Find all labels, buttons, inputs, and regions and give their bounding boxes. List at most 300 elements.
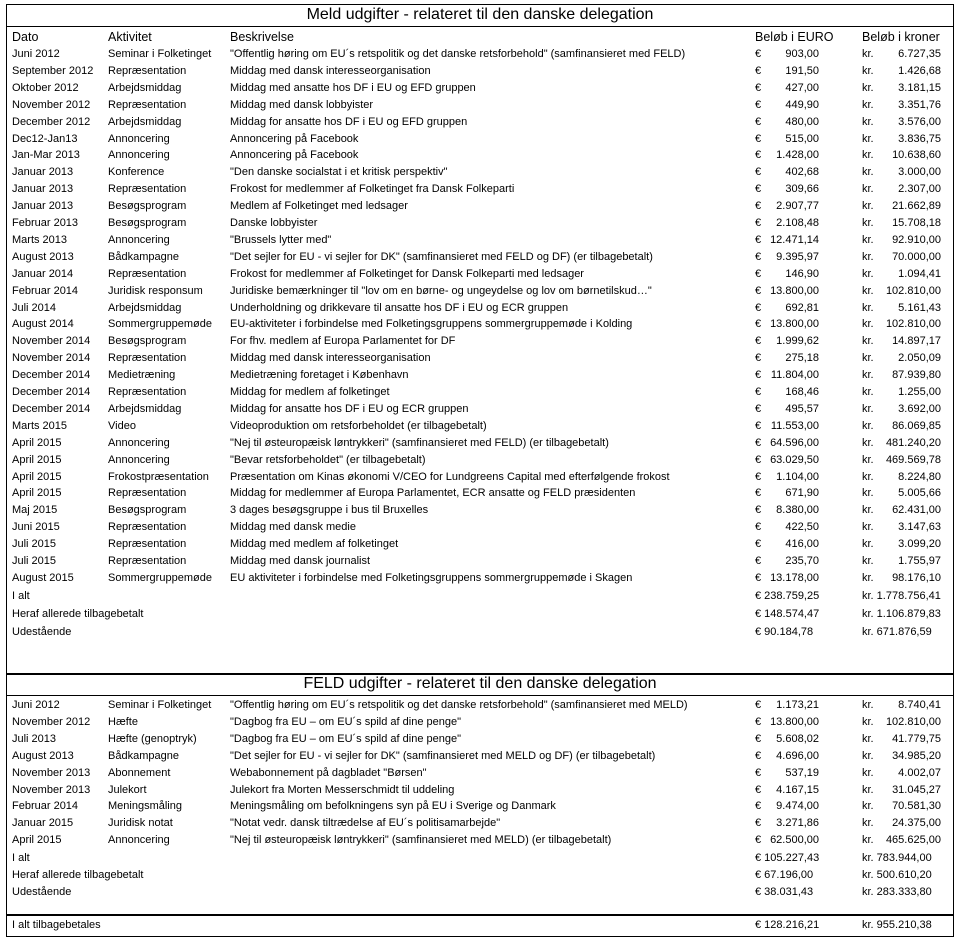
cell-date: Jan-Mar 2013 xyxy=(12,149,80,162)
cell-activity: Julekort xyxy=(108,783,147,796)
cell-dkk: 62.431,00 xyxy=(892,504,941,517)
cell-dkk: 34.985,20 xyxy=(892,749,941,762)
total-eur: € 90.184,78 xyxy=(755,626,814,638)
cell-dkk: 3.692,00 xyxy=(898,402,941,415)
table-row xyxy=(7,401,953,418)
cell-activity: Annoncering xyxy=(108,149,170,162)
cell-dkk: 2.050,09 xyxy=(898,352,941,365)
cell-description: EU-aktiviteter i forbindelse med Folketingsgruppens sommergruppemøde i Kolding xyxy=(230,318,633,331)
euro-symbol: € xyxy=(755,571,762,584)
cell-dkk: 5.005,66 xyxy=(898,487,941,500)
cell-description: Webabonnement på dagbladet "Børsen" xyxy=(230,766,427,779)
cell-dkk: 1.426,68 xyxy=(898,64,941,77)
cell-date: Juli 2015 xyxy=(12,538,57,551)
cell-eur: 13.800,00 xyxy=(770,318,819,331)
cell-eur: 2.907,77 xyxy=(776,200,819,213)
euro-symbol: € xyxy=(755,749,762,762)
cell-dkk: 41.779,75 xyxy=(892,732,941,745)
cell-dkk: 15.708,18 xyxy=(892,217,941,229)
table-row xyxy=(7,765,953,782)
cell-dkk: 3.000,00 xyxy=(898,166,941,179)
euro-symbol: € xyxy=(755,487,762,500)
euro-symbol: € xyxy=(755,301,762,314)
cell-dkk: 102.810,00 xyxy=(885,715,941,728)
cell-activity: Abonnement xyxy=(108,766,171,779)
euro-symbol: € xyxy=(755,233,762,246)
cell-dkk: 2.307,00 xyxy=(898,183,941,196)
cell-activity: Arbejdsmiddag xyxy=(108,301,182,314)
total-row xyxy=(7,850,953,867)
cell-dkk: 3.351,76 xyxy=(898,98,941,111)
cell-dkk: 10.638,60 xyxy=(892,149,941,162)
table-row xyxy=(7,350,953,367)
cell-dkk: 98.176,10 xyxy=(892,571,941,584)
cell-eur: 309,66 xyxy=(785,183,819,196)
total-dkk: kr. 1.778.756,41 xyxy=(862,590,941,602)
cell-date: Marts 2015 xyxy=(12,419,68,432)
cell-eur: 5.608,02 xyxy=(776,732,819,745)
cell-activity: Repræsentation xyxy=(108,487,187,500)
cell-description: Medietræning foretaget i København xyxy=(230,369,409,382)
kr-symbol: kr. xyxy=(862,250,874,263)
cell-activity: Besøgsprogram xyxy=(108,217,187,229)
cell-dkk: 31.045,27 xyxy=(892,783,941,796)
cell-activity: Repræsentation xyxy=(108,386,187,398)
total-row xyxy=(7,884,953,901)
table-row xyxy=(7,485,953,502)
cell-activity: Arbejdsmiddag xyxy=(108,402,182,415)
cell-date: April 2015 xyxy=(12,436,62,449)
cell-activity: Juridisk notat xyxy=(108,817,173,830)
cell-eur: 671,90 xyxy=(785,487,819,500)
cell-description: Præsentation om Kinas økonomi V/CEO for Lundgreens Capital med efterfølgende frokost xyxy=(230,470,670,483)
cell-activity: Repræsentation xyxy=(108,267,187,280)
cell-activity: Arbejdsmiddag xyxy=(108,115,182,128)
cell-activity: Annoncering xyxy=(108,132,170,145)
cell-dkk: 481.240,20 xyxy=(885,436,941,449)
euro-symbol: € xyxy=(755,402,762,415)
kr-symbol: kr. xyxy=(862,732,874,745)
cell-eur: 449,90 xyxy=(785,98,819,111)
table-row xyxy=(7,832,953,849)
cell-description: "Det sejler for EU - vi sejler for DK" (samfinansieret med MELD og DF) (er tilbagebetalt) xyxy=(230,749,656,762)
cell-dkk: 3.836,75 xyxy=(898,132,941,145)
cell-activity: Besøgsprogram xyxy=(108,200,187,213)
cell-date: December 2014 xyxy=(12,402,91,415)
table-row xyxy=(7,519,953,536)
kr-symbol: kr. xyxy=(862,115,874,128)
cell-activity: Frokostpræsentation xyxy=(108,470,209,483)
cell-date: April 2015 xyxy=(12,834,62,847)
cell-activity: Annoncering xyxy=(108,436,170,449)
cell-description: Danske lobbyister xyxy=(230,217,318,229)
cell-date: Februar 2014 xyxy=(12,284,79,297)
cell-date: April 2015 xyxy=(12,487,62,500)
cell-eur: 11.553,00 xyxy=(770,419,819,432)
cell-description: Underholdning og drikkevare til ansatte hos DF i EU og ECR gruppen xyxy=(230,301,569,314)
euro-symbol: € xyxy=(755,732,762,745)
cell-date: Juli 2013 xyxy=(12,732,57,745)
table-row xyxy=(7,570,953,587)
cell-description: Annoncering på Facebook xyxy=(230,132,359,145)
cell-description: Medlem af Folketinget med ledsager xyxy=(230,200,408,213)
cell-activity: Repræsentation xyxy=(108,352,187,365)
cell-dkk: 92.910,00 xyxy=(892,233,941,246)
table-row xyxy=(7,283,953,300)
kr-symbol: kr. xyxy=(862,817,874,830)
cell-description: "Offentlig høring om EU´s retspolitik og det danske retsforbehold" (samfinansieret med FELD) xyxy=(230,48,686,60)
table-row xyxy=(7,46,953,63)
total-row xyxy=(7,624,953,641)
grand-total-box xyxy=(6,915,954,937)
cell-description: "Nej til østeuropæisk løntrykkeri" (samfinansieret med FELD) (er tilbagebetalt) xyxy=(230,436,609,449)
cell-date: August 2014 xyxy=(12,318,74,331)
cell-description: Annoncering på Facebook xyxy=(230,149,359,162)
kr-symbol: kr. xyxy=(862,183,874,196)
cell-date: November 2013 xyxy=(12,783,91,796)
cell-activity: Bådkampagne xyxy=(108,749,179,762)
table-row xyxy=(7,164,953,181)
cell-date: November 2013 xyxy=(12,766,91,779)
cell-eur: 13.800,00 xyxy=(770,715,819,728)
column-header-row xyxy=(7,29,953,46)
cell-date: Maj 2015 xyxy=(12,504,58,517)
euro-symbol: € xyxy=(755,98,762,111)
cell-eur: 9.395,97 xyxy=(776,250,819,263)
cell-eur: 63.029,50 xyxy=(770,453,819,466)
cell-dkk: 1.755,97 xyxy=(898,555,941,567)
kr-symbol: kr. xyxy=(862,436,874,449)
cell-activity: Repræsentation xyxy=(108,183,187,196)
total-dkk: kr. 500.610,20 xyxy=(862,869,932,881)
cell-activity: Repræsentation xyxy=(108,538,187,551)
kr-symbol: kr. xyxy=(862,81,874,94)
euro-symbol: € xyxy=(755,200,762,213)
cell-eur: 62.500,00 xyxy=(770,834,819,847)
cell-date: Januar 2013 xyxy=(12,166,74,179)
cell-dkk: 3.181,15 xyxy=(898,81,941,94)
table-row xyxy=(7,367,953,384)
kr-symbol: kr. xyxy=(862,98,874,111)
cell-date: November 2014 xyxy=(12,335,91,348)
table-row xyxy=(7,249,953,266)
total-label: Heraf allerede tilbagebetalt xyxy=(12,608,144,620)
cell-eur: 402,68 xyxy=(785,166,819,179)
kr-symbol: kr. xyxy=(862,318,874,331)
cell-date: Januar 2013 xyxy=(12,200,74,213)
total-eur: € 105.227,43 xyxy=(755,852,819,864)
total-dkk: kr. 671.876,59 xyxy=(862,626,932,638)
cell-activity: Repræsentation xyxy=(108,555,187,567)
cell-date: Februar 2014 xyxy=(12,800,79,813)
cell-date: Januar 2015 xyxy=(12,817,74,830)
euro-symbol: € xyxy=(755,521,762,534)
kr-symbol: kr. xyxy=(862,800,874,813)
kr-symbol: kr. xyxy=(862,402,874,415)
cell-description: Middag med dansk interesseorganisation xyxy=(230,64,431,77)
euro-symbol: € xyxy=(755,166,762,179)
table-row xyxy=(7,181,953,198)
feld-table-title: FELD udgifter - relateret til den danske delegation xyxy=(303,675,657,692)
cell-eur: 4.696,00 xyxy=(776,749,819,762)
table-row xyxy=(7,131,953,148)
euro-symbol: € xyxy=(755,766,762,779)
cell-activity: Seminar i Folketinget xyxy=(108,48,212,60)
cell-activity: Sommergruppemøde xyxy=(108,571,212,584)
cell-description: "Dagbog fra EU – om EU´s spild af dine penge" xyxy=(230,715,461,728)
cell-date: Dec12-Jan13 xyxy=(12,132,78,145)
cell-activity: Annoncering xyxy=(108,453,170,466)
kr-symbol: kr. xyxy=(862,132,874,145)
kr-symbol: kr. xyxy=(862,233,874,246)
cell-dkk: 14.897,17 xyxy=(892,335,941,348)
table-row xyxy=(7,536,953,553)
kr-symbol: kr. xyxy=(862,166,874,179)
cell-activity: Hæfte xyxy=(108,715,138,728)
cell-description: "Notat vedr. dansk tiltrædelse af EU´s politisamarbejde" xyxy=(230,817,501,830)
kr-symbol: kr. xyxy=(862,555,874,567)
cell-activity: Bådkampagne xyxy=(108,250,179,263)
euro-symbol: € xyxy=(755,217,762,229)
cell-description: "Offentlig høring om EU´s retspolitik og det danske retsforbehold" (samfinansieret med MELD) xyxy=(230,699,688,711)
cell-description: "Bevar retsforbeholdet" (er tilbagebetalt) xyxy=(230,453,426,466)
kr-symbol: kr. xyxy=(862,487,874,500)
cell-eur: 191,50 xyxy=(785,64,819,77)
cell-date: August 2015 xyxy=(12,571,74,584)
cell-dkk: 5.161,43 xyxy=(898,301,941,314)
table-row xyxy=(7,232,953,249)
kr-symbol: kr. xyxy=(862,369,874,382)
cell-eur: 275,18 xyxy=(785,352,819,365)
kr-symbol: kr. xyxy=(862,284,874,297)
table-row xyxy=(7,452,953,469)
cell-dkk: 1.255,00 xyxy=(898,386,941,398)
cell-activity: Video xyxy=(108,419,136,432)
euro-symbol: € xyxy=(755,715,762,728)
euro-symbol: € xyxy=(755,250,762,263)
cell-eur: 8.380,00 xyxy=(776,504,819,517)
header-description: Beskrivelse xyxy=(230,30,294,44)
table-row xyxy=(7,697,953,714)
kr-symbol: kr. xyxy=(862,749,874,762)
cell-eur: 480,00 xyxy=(785,115,819,128)
table-row xyxy=(7,731,953,748)
euro-symbol: € xyxy=(755,149,762,162)
cell-dkk: 86.069,85 xyxy=(892,419,941,432)
euro-symbol: € xyxy=(755,800,762,813)
cell-activity: Seminar i Folketinget xyxy=(108,699,212,711)
feld-title-rule xyxy=(7,695,953,696)
total-eur: € 38.031,43 xyxy=(755,886,814,898)
euro-symbol: € xyxy=(755,386,762,398)
kr-symbol: kr. xyxy=(862,335,874,348)
table-row xyxy=(7,384,953,401)
table-row xyxy=(7,714,953,731)
cell-description: 3 dages besøgsgruppe i bus til Bruxelles xyxy=(230,504,429,517)
total-label: Heraf allerede tilbagebetalt xyxy=(12,869,144,881)
grand-total-label: I alt tilbagebetales xyxy=(12,919,101,931)
cell-activity: Hæfte (genoptryk) xyxy=(108,732,197,745)
cell-eur: 64.596,00 xyxy=(770,436,819,449)
cell-dkk: 70.581,30 xyxy=(892,800,941,813)
table-row xyxy=(7,266,953,283)
table-row xyxy=(7,215,953,232)
cell-eur: 4.167,15 xyxy=(776,783,819,796)
cell-date: Februar 2013 xyxy=(12,217,79,229)
kr-symbol: kr. xyxy=(862,217,874,229)
cell-eur: 1.999,62 xyxy=(776,335,819,348)
cell-date: Oktober 2012 xyxy=(12,81,79,94)
cell-description: "Nej til østeuropæisk løntrykkeri" (samfinansieret med MELD) (er tilbagebetalt) xyxy=(230,834,612,847)
cell-dkk: 3.147,63 xyxy=(898,521,941,534)
cell-eur: 146,90 xyxy=(785,267,819,280)
cell-eur: 495,57 xyxy=(785,402,819,415)
kr-symbol: kr. xyxy=(862,571,874,584)
euro-symbol: € xyxy=(755,555,762,567)
cell-description: Middag med medlem af folketinget xyxy=(230,538,399,551)
kr-symbol: kr. xyxy=(862,470,874,483)
cell-activity: Repræsentation xyxy=(108,521,187,534)
kr-symbol: kr. xyxy=(862,453,874,466)
table-row xyxy=(7,63,953,80)
euro-symbol: € xyxy=(755,783,762,796)
total-row xyxy=(7,606,953,623)
euro-symbol: € xyxy=(755,64,762,77)
table-row xyxy=(7,502,953,519)
cell-eur: 537,19 xyxy=(785,766,819,779)
cell-activity: Konference xyxy=(108,166,165,179)
euro-symbol: € xyxy=(755,504,762,517)
euro-symbol: € xyxy=(755,436,762,449)
cell-description: For fhv. medlem af Europa Parlamentet for DF xyxy=(230,335,456,348)
kr-symbol: kr. xyxy=(862,301,874,314)
kr-symbol: kr. xyxy=(862,538,874,551)
table-row xyxy=(7,198,953,215)
total-label: Udestående xyxy=(12,886,72,898)
cell-date: Juni 2012 xyxy=(12,48,60,60)
table-row xyxy=(7,80,953,97)
cell-description: Meningsmåling om befolkningens syn på EU i Sverige og Danmark xyxy=(230,800,556,813)
cell-date: August 2013 xyxy=(12,250,74,263)
euro-symbol: € xyxy=(755,817,762,830)
cell-description: "Dagbog fra EU – om EU´s spild af dine penge" xyxy=(230,732,461,745)
cell-dkk: 8.224,80 xyxy=(898,470,941,483)
feld-expenses-table xyxy=(6,673,954,915)
cell-date: December 2012 xyxy=(12,115,91,128)
kr-symbol: kr. xyxy=(862,715,874,728)
cell-date: August 2013 xyxy=(12,749,74,762)
kr-symbol: kr. xyxy=(862,766,874,779)
cell-activity: Besøgsprogram xyxy=(108,335,187,348)
total-dkk: kr. 1.106.879,83 xyxy=(862,608,941,620)
kr-symbol: kr. xyxy=(862,521,874,534)
cell-description: Julekort fra Morten Messerschmidt til uddeling xyxy=(230,783,455,796)
cell-activity: Annoncering xyxy=(108,233,170,246)
euro-symbol: € xyxy=(755,419,762,432)
cell-date: December 2014 xyxy=(12,369,91,382)
cell-description: Middag med ansatte hos DF i EU og EFD gruppen xyxy=(230,81,476,94)
table-row xyxy=(7,418,953,435)
table-row xyxy=(7,553,953,570)
cell-description: Middag for medlem af folketinget xyxy=(230,386,390,398)
grand-total-dkk: kr. 955.210,38 xyxy=(862,919,932,931)
kr-symbol: kr. xyxy=(862,834,874,847)
cell-description: Frokost for medlemmer af Folketinget fra Dansk Folkeparti xyxy=(230,183,515,196)
total-dkk: kr. 783.944,00 xyxy=(862,852,932,864)
cell-eur: 2.108,48 xyxy=(776,217,819,229)
cell-date: Juni 2012 xyxy=(12,699,60,711)
total-eur: € 148.574,47 xyxy=(755,608,819,620)
cell-date: November 2012 xyxy=(12,98,91,111)
cell-date: November 2014 xyxy=(12,352,91,365)
cell-eur: 11.804,00 xyxy=(770,369,819,382)
cell-date: November 2012 xyxy=(12,715,91,728)
kr-symbol: kr. xyxy=(862,783,874,796)
cell-activity: Arbejdsmiddag xyxy=(108,81,182,94)
cell-eur: 1.428,00 xyxy=(776,149,819,162)
cell-dkk: 469.569,78 xyxy=(885,453,941,466)
cell-activity: Juridisk responsum xyxy=(108,284,203,297)
table-row xyxy=(7,333,953,350)
cell-activity: Repræsentation xyxy=(108,98,187,111)
cell-date: Marts 2013 xyxy=(12,233,68,246)
cell-description: "Den danske socialstat i et kritisk perspektiv" xyxy=(230,166,448,179)
cell-description: EU aktiviteter i forbindelse med Folketingsgruppens sommergruppemøde i Skagen xyxy=(230,571,633,584)
cell-activity: Meningsmåling xyxy=(108,800,182,813)
kr-symbol: kr. xyxy=(862,48,874,60)
total-dkk: kr. 283.333,80 xyxy=(862,886,932,898)
table-row xyxy=(7,815,953,832)
table-row xyxy=(7,114,953,131)
grand-total-eur: € 128.216,21 xyxy=(755,919,819,931)
cell-description: Middag for ansatte hos DF i EU og EFD gruppen xyxy=(230,115,468,128)
table-row xyxy=(7,300,953,317)
cell-dkk: 8.740,41 xyxy=(898,699,941,711)
meld-expenses-table xyxy=(6,4,954,675)
cell-dkk: 3.576,00 xyxy=(898,115,941,128)
cell-eur: 3.271,86 xyxy=(776,817,819,830)
euro-symbol: € xyxy=(755,284,762,297)
cell-description: "Det sejler for EU - vi sejler for DK" (samfinansieret med FELD og DF) (er tilbagebetalt) xyxy=(230,250,653,263)
cell-dkk: 87.939,80 xyxy=(892,369,941,382)
kr-symbol: kr. xyxy=(862,200,874,213)
cell-date: Juli 2015 xyxy=(12,555,57,567)
total-eur: € 67.196,00 xyxy=(755,869,814,881)
cell-dkk: 102.810,00 xyxy=(885,284,941,297)
total-label: Udestående xyxy=(12,626,72,638)
kr-symbol: kr. xyxy=(862,267,874,280)
table-row xyxy=(7,469,953,486)
euro-symbol: € xyxy=(755,369,762,382)
cell-eur: 9.474,00 xyxy=(776,800,819,813)
euro-symbol: € xyxy=(755,132,762,145)
table-row xyxy=(7,748,953,765)
cell-dkk: 21.662,89 xyxy=(892,200,941,213)
cell-activity: Medietræning xyxy=(108,369,176,382)
cell-date: September 2012 xyxy=(12,64,94,77)
cell-date: Januar 2014 xyxy=(12,267,74,280)
euro-symbol: € xyxy=(755,470,762,483)
cell-dkk: 6.727,35 xyxy=(898,48,941,60)
cell-dkk: 24.375,00 xyxy=(892,817,941,830)
total-eur: € 238.759,25 xyxy=(755,590,819,602)
cell-description: Middag med dansk medie xyxy=(230,521,356,534)
euro-symbol: € xyxy=(755,538,762,551)
cell-date: April 2015 xyxy=(12,470,62,483)
total-label: I alt xyxy=(12,590,30,602)
kr-symbol: kr. xyxy=(862,64,874,77)
cell-eur: 12.471,14 xyxy=(770,233,819,246)
